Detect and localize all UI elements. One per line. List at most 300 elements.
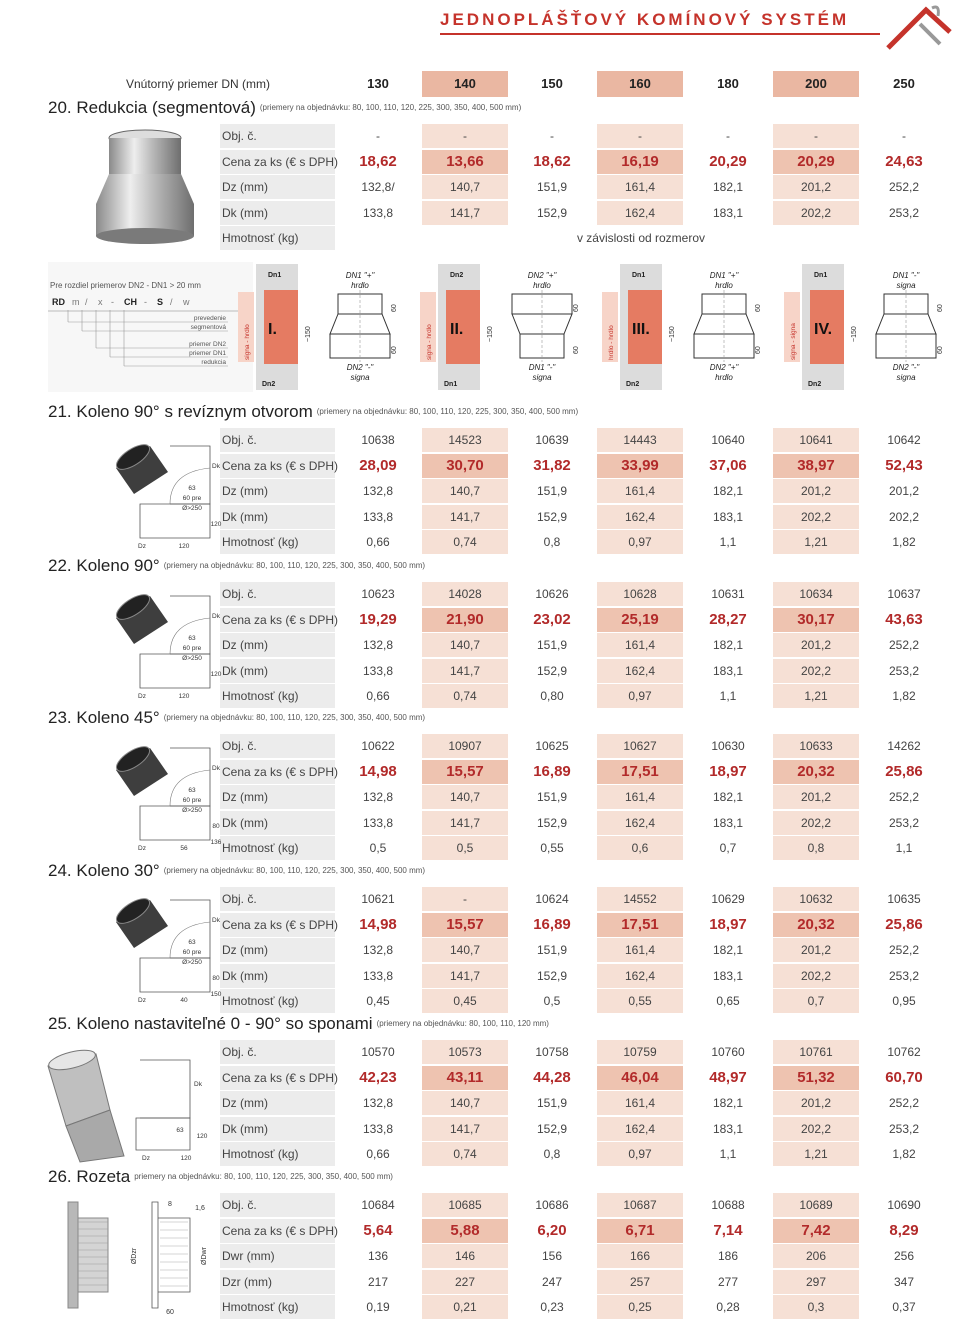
variant-bottom-sub: signa bbox=[350, 373, 370, 382]
figure-label: 120 bbox=[180, 1155, 192, 1162]
table-cell: 28,09 bbox=[359, 456, 397, 474]
table-cell: 183,1 bbox=[712, 663, 744, 678]
table-cell: 6,71 bbox=[597, 1219, 683, 1243]
table-cell: 10628 bbox=[597, 582, 683, 606]
table-cell: 0,5 bbox=[422, 836, 508, 860]
row-label: Dk (mm) bbox=[220, 811, 335, 835]
table-cell: 140,7 bbox=[422, 479, 508, 503]
table-cell: 202,2 bbox=[773, 201, 859, 225]
figure-label: Dz bbox=[138, 997, 146, 1004]
table-cell: 10621 bbox=[361, 892, 395, 906]
table-cell: 141,7 bbox=[422, 964, 508, 988]
table-cell: - bbox=[773, 124, 859, 148]
variant-socket-top: 60 bbox=[755, 304, 762, 312]
code-part: CH bbox=[124, 297, 137, 307]
table-cell: - bbox=[550, 129, 554, 143]
table-cell: 252,2 bbox=[888, 638, 920, 652]
row-label: Dk (mm) bbox=[220, 1117, 335, 1141]
reduction-diagram-svg bbox=[48, 262, 958, 392]
table-cell: 19,29 bbox=[359, 610, 397, 628]
variant-bottom-label: DN1 "-" bbox=[528, 363, 556, 372]
figure-label: Dk bbox=[212, 613, 220, 620]
table-cell: 182,1 bbox=[712, 180, 744, 194]
table-cell: 0,23 bbox=[540, 1300, 564, 1314]
table-cell: 132,8 bbox=[362, 484, 394, 498]
variant-socket-top: 60 bbox=[391, 304, 398, 312]
variant-dn-top: Dn1 bbox=[268, 272, 282, 279]
elbow-45-image bbox=[110, 740, 220, 852]
section-number: 25. bbox=[48, 1014, 77, 1033]
figure-label: 136 bbox=[210, 839, 222, 846]
table-cell: 152,9 bbox=[536, 205, 568, 220]
table-cell: 146 bbox=[422, 1244, 508, 1268]
figure-label: 63 bbox=[176, 1127, 184, 1134]
reduction-variant bbox=[420, 264, 580, 390]
table-cell: 10630 bbox=[711, 739, 745, 753]
outline-horizontal bbox=[136, 1118, 190, 1150]
table-cell: 201,2 bbox=[773, 938, 859, 962]
table-cell: 151,9 bbox=[536, 484, 568, 498]
variant-top-sub: hrdlo bbox=[533, 281, 551, 290]
variant-bottom-sub: signa bbox=[896, 373, 916, 382]
variant-top-label: DN1 "+" bbox=[345, 271, 375, 280]
variant-bottom-label: DN2 "-" bbox=[346, 363, 374, 372]
row-label: Cena za ks (€ s DPH) bbox=[220, 1219, 335, 1243]
table-cell: 133,8 bbox=[362, 205, 394, 220]
table-cell: 0,8 bbox=[543, 1147, 561, 1161]
variant-dn-bottom: Dn1 bbox=[444, 381, 458, 388]
variant-roman: I. bbox=[268, 321, 277, 338]
table-cell: 10632 bbox=[773, 887, 859, 911]
variant-roman: IV. bbox=[814, 321, 833, 338]
merged-cell: v závislosti od rozmerov bbox=[576, 231, 706, 245]
table-cell: 10638 bbox=[361, 433, 395, 447]
code-part: RD bbox=[52, 297, 65, 307]
table-cell: 10627 bbox=[597, 734, 683, 758]
section-name: Koleno nastaviteľné 0 - 90° so sponami bbox=[76, 1014, 373, 1033]
table-cell: 0,3 bbox=[773, 1295, 859, 1319]
variant-side-label: signa - signa bbox=[790, 323, 797, 360]
table-cell: 141,7 bbox=[422, 505, 508, 529]
figure-label: Dk bbox=[212, 765, 220, 772]
table-cell: 202,2 bbox=[773, 505, 859, 529]
outline-plate bbox=[152, 1202, 158, 1308]
table-cell: 52,43 bbox=[885, 456, 923, 474]
table-cell: 136 bbox=[367, 1249, 389, 1263]
figure-label: 8 bbox=[168, 1201, 172, 1208]
table-cell: 247 bbox=[541, 1274, 563, 1289]
table-cell: 5,88 bbox=[422, 1219, 508, 1243]
table-cell: 10641 bbox=[773, 428, 859, 452]
section-note: (priemery na objednávku: 80, 100, 110, 120, 225, 300, 350, 400, 500 mm) bbox=[163, 561, 426, 570]
table-cell: 44,28 bbox=[533, 1068, 571, 1086]
table-cell: 14,98 bbox=[359, 762, 397, 780]
figure-label: 63 bbox=[188, 635, 196, 642]
table-cell: 152,9 bbox=[536, 663, 568, 678]
section-note: (priemery na objednávku: 80, 100, 110, 120 mm) bbox=[376, 1019, 549, 1028]
table-cell: 10762 bbox=[887, 1045, 921, 1059]
reduction-product-image bbox=[90, 126, 200, 246]
table-cell: 10685 bbox=[422, 1193, 508, 1217]
figure-label: 60 bbox=[166, 1309, 174, 1316]
figure-label: 150 bbox=[210, 991, 222, 998]
table-cell: 10629 bbox=[711, 892, 745, 906]
table-cell: 252,2 bbox=[888, 1096, 920, 1110]
table-cell: 25,86 bbox=[885, 762, 923, 780]
table-cell: 0,97 bbox=[597, 1142, 683, 1166]
dn-header-cell: 250 bbox=[893, 76, 915, 91]
table-cell: 10687 bbox=[597, 1193, 683, 1217]
table-cell: 10634 bbox=[773, 582, 859, 606]
section-number: 20. bbox=[48, 98, 77, 117]
outline-collar bbox=[158, 1218, 190, 1292]
table-cell: 201,2 bbox=[773, 785, 859, 809]
dn-header-row bbox=[0, 71, 960, 97]
table-cell: 206 bbox=[773, 1244, 859, 1268]
outline-vertical bbox=[140, 1060, 190, 1118]
dn-header-cell: 160 bbox=[597, 71, 683, 97]
row-label: Cena za ks (€ s DPH) bbox=[220, 1066, 335, 1090]
table-cell: 18,97 bbox=[709, 915, 747, 933]
row-label: Obj. č. bbox=[220, 124, 335, 148]
table-cell: 183,1 bbox=[712, 968, 744, 983]
dn-header-cell: 180 bbox=[717, 76, 739, 91]
variant-bottom-label: DN2 "-" bbox=[892, 363, 920, 372]
table-cell: 13,66 bbox=[422, 150, 508, 174]
table-cell: 33,99 bbox=[597, 454, 683, 478]
logo-icon bbox=[880, 2, 956, 52]
table-cell: 133,8 bbox=[362, 815, 394, 830]
figure-label: 63 bbox=[188, 485, 196, 492]
row-label: Dz (mm) bbox=[220, 633, 335, 657]
dn-header-cell: 140 bbox=[422, 71, 508, 97]
row-label: Hmotnosť (kg) bbox=[220, 684, 335, 708]
table-cell: 133,8 bbox=[362, 509, 394, 524]
table-cell: 16,19 bbox=[597, 150, 683, 174]
section-title bbox=[48, 98, 521, 118]
variant-socket-bottom: 60 bbox=[573, 346, 580, 354]
figure-label: 120 bbox=[196, 1133, 208, 1140]
table-cell: 14443 bbox=[597, 428, 683, 452]
table-cell: 1,21 bbox=[773, 1142, 859, 1166]
table-cell: 161,4 bbox=[597, 938, 683, 962]
reduction-variant bbox=[238, 264, 398, 390]
table-cell: 0,5 bbox=[369, 841, 387, 855]
table-cell: 20,32 bbox=[773, 760, 859, 784]
table-cell: 14262 bbox=[887, 739, 921, 753]
table-cell: 162,4 bbox=[597, 964, 683, 988]
table-cell: 161,4 bbox=[597, 479, 683, 503]
row-label: Obj. č. bbox=[220, 734, 335, 758]
table-cell: 1,1 bbox=[719, 1147, 737, 1161]
table-cell: 0,95 bbox=[892, 994, 916, 1008]
table-cell: 151,9 bbox=[536, 180, 568, 194]
section-number: 24. bbox=[48, 861, 77, 880]
table-cell: 10642 bbox=[887, 433, 921, 447]
row-label: Hmotnosť (kg) bbox=[220, 530, 335, 554]
code-part: - bbox=[111, 297, 114, 307]
rosette-image bbox=[60, 1196, 220, 1316]
table-cell: 10686 bbox=[535, 1198, 569, 1212]
row-label: Cena za ks (€ s DPH) bbox=[220, 608, 335, 632]
table-cell: 10633 bbox=[773, 734, 859, 758]
row-label: Cena za ks (€ s DPH) bbox=[220, 454, 335, 478]
table-cell: 43,11 bbox=[422, 1066, 508, 1090]
row-label: Hmotnosť (kg) bbox=[220, 836, 335, 860]
table-cell: 152,9 bbox=[536, 509, 568, 524]
table-cell: 0,19 bbox=[366, 1300, 390, 1314]
table-cell: 201,2 bbox=[773, 633, 859, 657]
table-cell: 16,89 bbox=[533, 915, 571, 933]
table-cell: 10635 bbox=[887, 892, 921, 906]
table-cell: 141,7 bbox=[422, 201, 508, 225]
dn-header-cell: 130 bbox=[367, 76, 389, 91]
table-cell: 42,23 bbox=[359, 1068, 397, 1086]
section-name: Rozeta bbox=[76, 1167, 131, 1186]
table-cell: 1,82 bbox=[892, 689, 916, 703]
table-cell: 141,7 bbox=[422, 1117, 508, 1141]
figure-label: Ø>250 bbox=[182, 959, 202, 966]
table-cell: 1,1 bbox=[719, 689, 737, 703]
table-cell: 253,2 bbox=[888, 968, 920, 983]
table-cell: 1,82 bbox=[892, 535, 916, 549]
code-part: / bbox=[170, 297, 173, 307]
rosette-plate bbox=[68, 1202, 78, 1308]
table-cell: 162,4 bbox=[597, 505, 683, 529]
table-cell: 1,21 bbox=[773, 684, 859, 708]
table-cell: - bbox=[376, 129, 380, 143]
figure-label: Ø>250 bbox=[182, 655, 202, 662]
table-cell: 0,8 bbox=[543, 535, 561, 549]
table-cell: 25,19 bbox=[597, 608, 683, 632]
figure-label: Dk bbox=[212, 917, 220, 924]
table-cell: 182,1 bbox=[712, 638, 744, 652]
table-cell: 183,1 bbox=[712, 815, 744, 830]
variant-length: ~150 bbox=[487, 326, 494, 342]
elbow-90-revision-image bbox=[110, 438, 220, 550]
table-cell: 18,62 bbox=[533, 152, 571, 170]
table-cell: 10639 bbox=[535, 433, 569, 447]
variant-bottom-sub: hrdlo bbox=[715, 373, 733, 382]
legend-item: prevedenie bbox=[193, 315, 226, 322]
table-cell: 0,74 bbox=[422, 530, 508, 554]
figure-label: 120 bbox=[178, 543, 190, 550]
section-number: 21. bbox=[48, 402, 77, 421]
variant-roman: II. bbox=[450, 321, 464, 338]
table-cell: 48,97 bbox=[709, 1068, 747, 1086]
table-cell: 252,2 bbox=[888, 943, 920, 957]
legend-item: priemer DN1 bbox=[189, 350, 226, 357]
table-cell: 183,1 bbox=[712, 205, 744, 220]
table-cell: 0,66 bbox=[366, 1147, 390, 1161]
table-cell: 133,8 bbox=[362, 663, 394, 678]
variant-side-label: hrdlo - hrdlo bbox=[608, 325, 615, 360]
table-cell: 151,9 bbox=[536, 638, 568, 652]
row-label: Cena za ks (€ s DPH) bbox=[220, 760, 335, 784]
section-title bbox=[48, 556, 425, 576]
code-part: - bbox=[144, 297, 147, 307]
table-cell: 0,7 bbox=[719, 841, 737, 855]
table-cell: 1,1 bbox=[719, 535, 737, 549]
figure-label: Dz bbox=[138, 845, 146, 852]
table-cell: 0,6 bbox=[597, 836, 683, 860]
table-cell: 0,37 bbox=[892, 1300, 916, 1314]
variant-socket-bottom: 60 bbox=[755, 346, 762, 354]
table-cell: 297 bbox=[773, 1270, 859, 1294]
table-cell: 10760 bbox=[711, 1045, 745, 1059]
variant-top-label: DN1 "-" bbox=[892, 271, 920, 280]
figure-label: 120 bbox=[210, 521, 222, 528]
figure-label: 60 pre bbox=[182, 645, 202, 652]
table-cell: 183,1 bbox=[712, 1121, 744, 1136]
figure-label: 63 bbox=[188, 787, 196, 794]
table-cell: - bbox=[597, 124, 683, 148]
elbow-adjustable-image bbox=[40, 1046, 220, 1164]
table-cell: 10624 bbox=[535, 892, 569, 906]
variant-socket-top: 60 bbox=[937, 304, 944, 312]
figure-label: 56 bbox=[180, 845, 188, 852]
section-number: 23. bbox=[48, 708, 77, 727]
brand-title: JEDNOPLÁŠŤOVÝ KOMÍNOVÝ SYSTÉM bbox=[440, 10, 850, 29]
table-cell: 43,63 bbox=[885, 610, 923, 628]
row-label: Dk (mm) bbox=[220, 964, 335, 988]
table-cell: 1,82 bbox=[892, 1147, 916, 1161]
variant-length: ~150 bbox=[669, 326, 676, 342]
variant-socket-bottom: 60 bbox=[937, 346, 944, 354]
row-label: Hmotnosť (kg) bbox=[220, 989, 335, 1013]
section-title bbox=[48, 861, 425, 881]
table-cell: 1,1 bbox=[895, 841, 913, 855]
table-cell: 14523 bbox=[422, 428, 508, 452]
figure-label: Dz bbox=[138, 543, 146, 550]
table-cell: 161,4 bbox=[597, 175, 683, 199]
variant-bottom-sub: signa bbox=[532, 373, 552, 382]
table-cell: 152,9 bbox=[536, 815, 568, 830]
table-cell: 0,80 bbox=[540, 689, 564, 703]
table-cell: 7,42 bbox=[773, 1219, 859, 1243]
figure-label: Dz bbox=[138, 693, 146, 700]
figure-label: Dk bbox=[212, 463, 220, 470]
table-cell: 23,02 bbox=[533, 610, 571, 628]
table-cell: 201,2 bbox=[773, 479, 859, 503]
table-cell: 202,2 bbox=[888, 509, 920, 524]
section-note: (priemery na objednávku: 80, 100, 110, 120, 225, 300, 350, 400, 500 mm) bbox=[316, 407, 579, 416]
code-part: m bbox=[72, 297, 80, 307]
variant-length: ~150 bbox=[305, 326, 312, 342]
row-label: Hmotnosť (kg) bbox=[220, 1295, 335, 1319]
table-cell: 28,27 bbox=[709, 610, 747, 628]
table-cell: 132,8 bbox=[362, 638, 394, 652]
code-part: S bbox=[157, 297, 164, 307]
figure-label: 40 bbox=[180, 997, 188, 1004]
figure-label: 120 bbox=[210, 671, 222, 678]
table-cell: 38,97 bbox=[773, 454, 859, 478]
elbow-30-image bbox=[110, 892, 220, 1004]
row-label: Dz (mm) bbox=[220, 938, 335, 962]
table-cell: 0,74 bbox=[422, 684, 508, 708]
table-cell: 161,4 bbox=[597, 1091, 683, 1115]
figure-label: 80 bbox=[212, 975, 220, 982]
row-label: Obj. č. bbox=[220, 1040, 335, 1064]
figure-label: 80 bbox=[212, 823, 220, 830]
table-cell: 257 bbox=[597, 1270, 683, 1294]
section-note: (priemery na objednávku: 80, 100, 110, 120, 225, 300, 350, 400, 500 mm) bbox=[259, 103, 522, 112]
variant-bottom-label: DN2 "+" bbox=[709, 363, 739, 372]
table-cell: 16,89 bbox=[533, 762, 571, 780]
figure-label: Dz bbox=[142, 1155, 150, 1162]
table-cell: - bbox=[726, 129, 730, 143]
row-label: Obj. č. bbox=[220, 1193, 335, 1217]
table-cell: 24,63 bbox=[885, 152, 923, 170]
section-number: 22. bbox=[48, 556, 77, 575]
table-cell: 151,9 bbox=[536, 943, 568, 957]
figure-label: ØDwr bbox=[201, 1247, 208, 1265]
variant-top-sub: hrdlo bbox=[351, 281, 369, 290]
code-part: x bbox=[98, 297, 103, 307]
table-cell: 20,32 bbox=[773, 913, 859, 937]
row-label: Dzr (mm) bbox=[220, 1270, 335, 1294]
variant-top-sub: signa bbox=[896, 281, 916, 290]
section-name: Koleno 30° bbox=[76, 861, 160, 880]
table-cell: 256 bbox=[893, 1249, 915, 1263]
table-cell: 0,55 bbox=[540, 841, 564, 855]
table-cell: 201,2 bbox=[773, 175, 859, 199]
table-cell: 151,9 bbox=[536, 1096, 568, 1110]
section-note: priemery na objednávku: 80, 100, 110, 120, 225, 300, 350, 400, 500 mm) bbox=[134, 1172, 393, 1181]
table-cell: 132,8 bbox=[362, 790, 394, 804]
table-cell: 0,74 bbox=[422, 1142, 508, 1166]
table-cell: 14552 bbox=[597, 887, 683, 911]
table-cell: 10622 bbox=[361, 739, 395, 753]
table-cell: 202,2 bbox=[773, 1117, 859, 1141]
table-cell: 10684 bbox=[361, 1198, 395, 1212]
elbow-90-image bbox=[110, 588, 220, 700]
table-cell: 37,06 bbox=[709, 456, 747, 474]
table-cell: 0,66 bbox=[366, 535, 390, 549]
row-label: Dz (mm) bbox=[220, 175, 335, 199]
figure-label: Ø>250 bbox=[182, 505, 202, 512]
section-name: Koleno 90° s revíznym otvorom bbox=[76, 402, 313, 421]
table-cell: 14,98 bbox=[359, 915, 397, 933]
table-cell: 253,2 bbox=[888, 1121, 920, 1136]
table-cell: 133,8 bbox=[362, 1121, 394, 1136]
table-cell: 31,82 bbox=[533, 456, 571, 474]
variant-dn-top: Dn1 bbox=[814, 272, 828, 279]
variant-socket-top: 60 bbox=[573, 304, 580, 312]
table-cell: 253,2 bbox=[888, 663, 920, 678]
table-cell: 10573 bbox=[422, 1040, 508, 1064]
row-label: Dz (mm) bbox=[220, 479, 335, 503]
table-cell: - bbox=[422, 124, 508, 148]
table-cell: 227 bbox=[422, 1270, 508, 1294]
table-cell: 15,57 bbox=[422, 913, 508, 937]
row-label: Obj. č. bbox=[220, 428, 335, 452]
section-name: Koleno 90° bbox=[76, 556, 160, 575]
table-cell: 10637 bbox=[887, 587, 921, 601]
table-cell: 140,7 bbox=[422, 175, 508, 199]
row-label: Dk (mm) bbox=[220, 505, 335, 529]
table-cell: 183,1 bbox=[712, 509, 744, 524]
table-cell: 182,1 bbox=[712, 943, 744, 957]
table-cell: 0,28 bbox=[716, 1300, 740, 1314]
row-label: Dwr (mm) bbox=[220, 1244, 335, 1268]
table-cell: 253,2 bbox=[888, 205, 920, 220]
table-cell: 182,1 bbox=[712, 790, 744, 804]
table-cell: 18,62 bbox=[359, 152, 397, 170]
legend-item: redukcia bbox=[201, 359, 226, 366]
variant-dn-top: Dn2 bbox=[450, 272, 464, 279]
table-cell: 0,8 bbox=[773, 836, 859, 860]
